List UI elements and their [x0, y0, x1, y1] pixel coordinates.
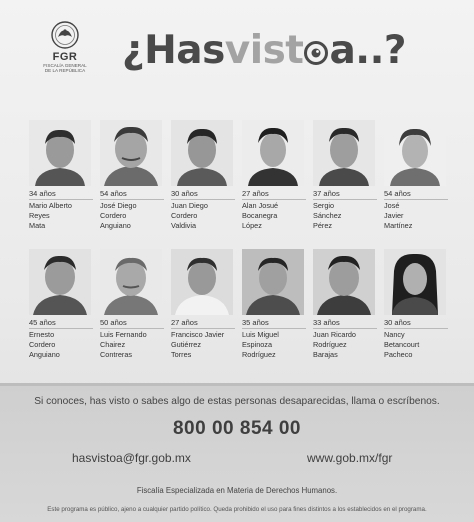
person-card — [26, 120, 93, 235]
person-age: 50 años — [100, 317, 164, 329]
person-photo — [100, 249, 162, 315]
person-photo — [384, 120, 446, 186]
person-name: Alan Josué Bocanegra López — [242, 201, 279, 230]
person-card — [239, 249, 306, 364]
person-age: 30 años — [384, 317, 448, 329]
person-photo — [242, 249, 304, 315]
person-name: José Javier Martínez — [384, 201, 413, 230]
eagle-seal-icon — [48, 20, 82, 50]
persons-row-2 — [26, 249, 448, 364]
logo-subtitle-1: FISCALÍA GENERAL — [43, 63, 87, 68]
person-name: Ernesto Cordero Anguiano — [29, 330, 60, 359]
person-photo — [384, 249, 446, 315]
person-age: 34 años — [29, 188, 93, 200]
logo-acronym: FGR — [52, 51, 78, 63]
person-name: Mario Alberto Reyes Mata — [29, 201, 72, 230]
person-photo — [29, 249, 91, 315]
headline — [122, 24, 406, 78]
person-age: 54 años — [100, 188, 164, 200]
person-card — [26, 249, 93, 364]
person-card — [381, 249, 448, 364]
contact-phone[interactable]: 800 00 854 00 — [172, 418, 301, 439]
person-age: 27 años — [242, 188, 306, 200]
eye-icon — [304, 26, 328, 50]
person-age: 30 años — [171, 188, 235, 200]
person-card — [381, 120, 448, 235]
headline-part2: vist — [224, 28, 304, 73]
contact-prompt: Si conoces, has visto o sabes algo de estas personas desaparecidas, llama o escríbenos. — [34, 396, 440, 407]
person-photo — [313, 120, 375, 186]
contact-website[interactable]: www.gob.mx/fgr — [307, 451, 393, 465]
person-age: 45 años — [29, 317, 93, 329]
person-photo — [171, 120, 233, 186]
person-age: 54 años — [384, 188, 448, 200]
person-name: Luis Miguel Espinoza Rodríguez — [242, 330, 279, 359]
person-photo — [313, 249, 375, 315]
person-photo — [171, 249, 233, 315]
person-age: 27 años — [171, 317, 235, 329]
person-card — [97, 120, 164, 235]
person-age: 37 años — [313, 188, 377, 200]
headline-part1: ¿Has — [122, 28, 225, 73]
person-age: 33 años — [313, 317, 377, 329]
person-card — [239, 120, 306, 235]
person-card — [97, 249, 164, 364]
person-name: José Diego Cordero Anguiano — [100, 201, 137, 230]
headline-part3: a..? — [329, 28, 407, 73]
person-card — [168, 120, 235, 235]
person-name: Francisco Javier Gutiérrez Torres — [171, 330, 225, 359]
contact-email[interactable]: hasvistoa@fgr.gob.mx — [72, 451, 191, 465]
person-name: Juan Ricardo Rodríguez Barajas — [313, 330, 356, 359]
office-name: Fiscalía Especializada en Materia de Derechos Humanos. — [136, 486, 338, 495]
person-name: Juan Diego Cordero Valdivia — [171, 201, 208, 230]
person-photo — [100, 120, 162, 186]
person-photo — [29, 120, 91, 186]
person-card — [310, 120, 377, 235]
fgr-logo — [40, 20, 90, 82]
person-name: Nancy Betancourt Pacheco — [384, 330, 420, 359]
persons-row-1 — [26, 120, 448, 235]
logo-subtitle-2: DE LA REPÚBLICA — [44, 68, 86, 74]
legal-disclaimer: Este programa es público, ajeno a cualquier partido político. Queda prohibido el uso para fines distintos a los establecidos en el programa. — [47, 506, 427, 513]
person-photo — [242, 120, 304, 186]
person-name: Luis Fernando Chairez Contreras — [100, 330, 147, 359]
person-name: Sergio Sánchez Pérez — [313, 201, 342, 230]
person-card — [168, 249, 235, 364]
person-card — [310, 249, 377, 364]
person-age: 35 años — [242, 317, 306, 329]
